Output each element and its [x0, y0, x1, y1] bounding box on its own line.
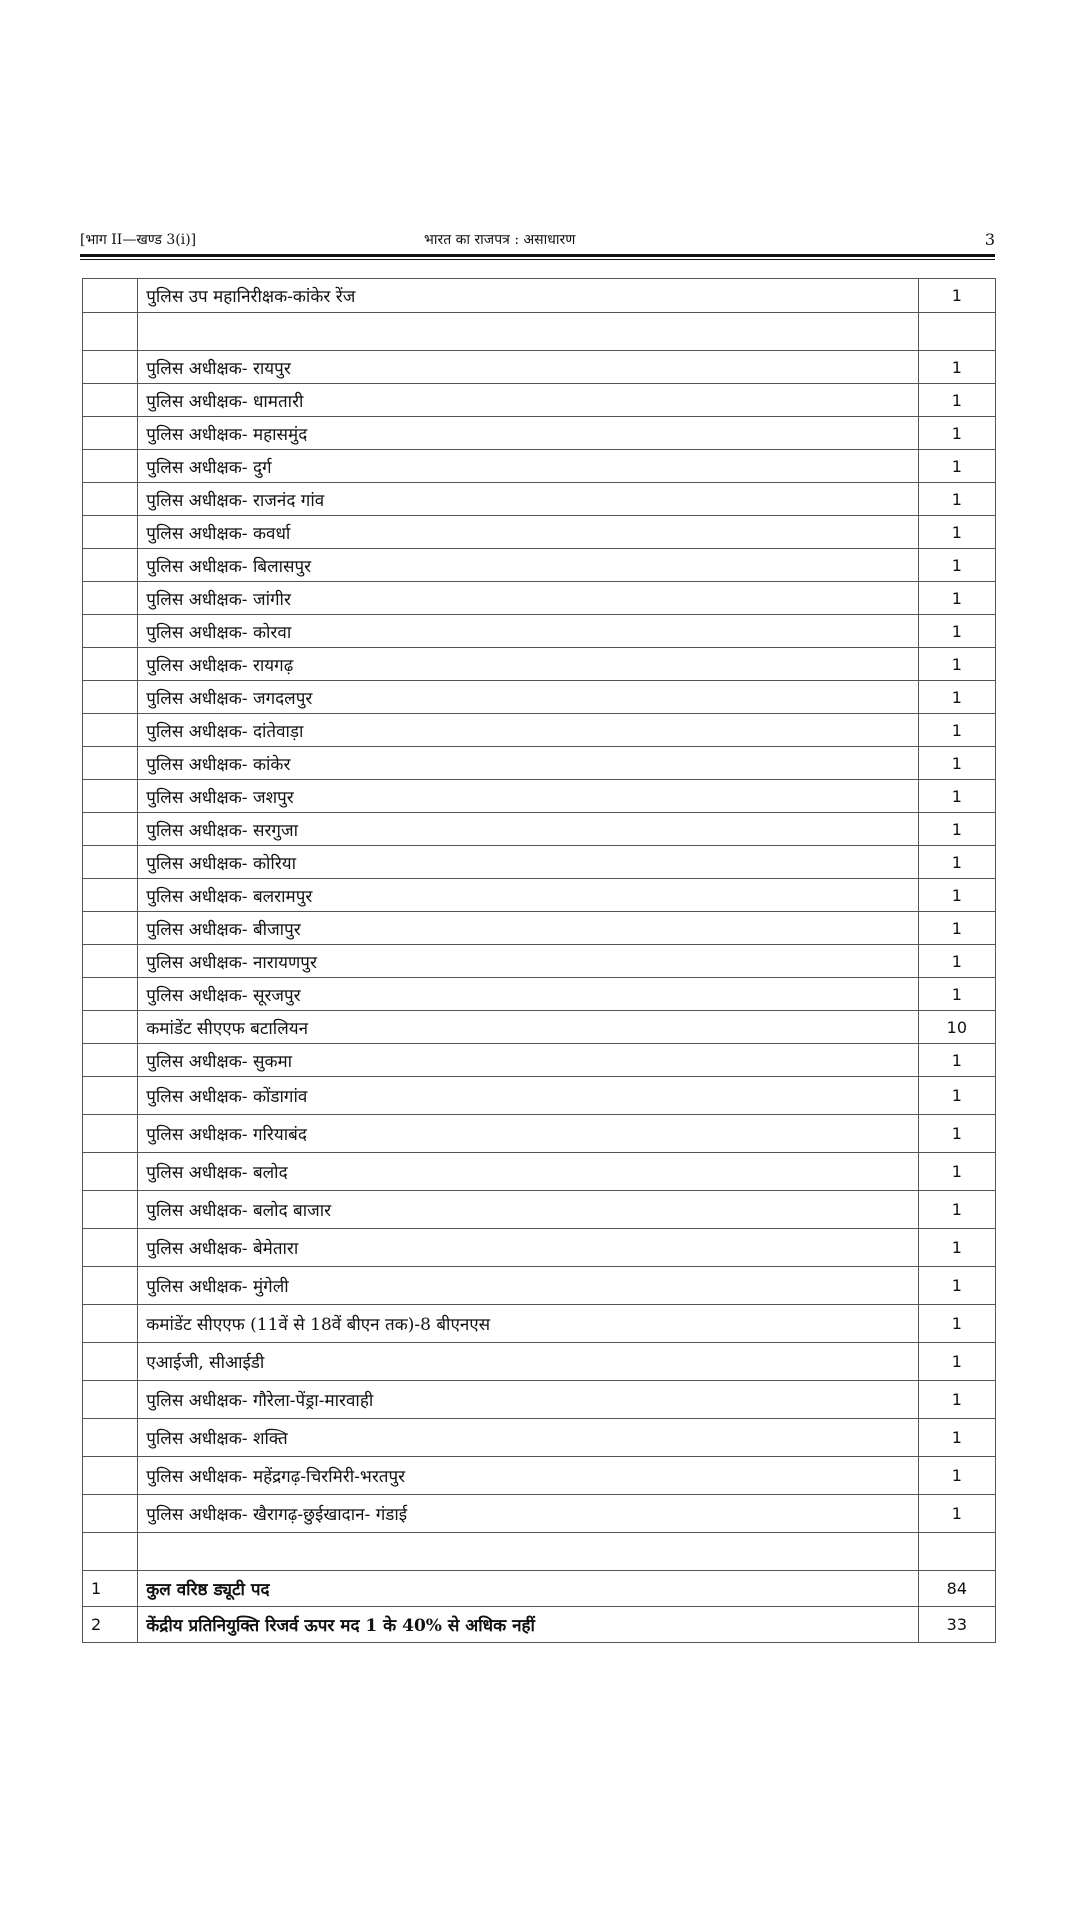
section-label: [भाग II—खण्ड 3(i)]	[80, 232, 197, 248]
post-description: पुलिस अधीक्षक- खैरागढ़-छुईखादान- गंडाई	[138, 1495, 918, 1533]
table-row	[83, 1305, 996, 1343]
row-number	[83, 879, 138, 912]
table-row	[83, 1229, 996, 1267]
header-rule-thin	[80, 259, 995, 260]
table-row	[83, 714, 996, 747]
row-number	[83, 279, 138, 313]
row-number	[83, 1267, 138, 1305]
table-row	[83, 549, 996, 582]
table-row	[83, 879, 996, 912]
post-count: 1	[918, 846, 995, 879]
post-count: 1	[918, 648, 995, 681]
row-number	[83, 747, 138, 780]
row-number	[83, 1077, 138, 1115]
post-count: 1	[918, 1153, 995, 1191]
post-count: 1	[918, 549, 995, 582]
post-description: पुलिस अधीक्षक- बलोद	[138, 1153, 918, 1191]
row-number	[83, 1305, 138, 1343]
table-row	[83, 1011, 996, 1044]
post-description: पुलिस अधीक्षक- सूरजपुर	[138, 978, 918, 1011]
post-count: 1	[918, 1457, 995, 1495]
table-row	[83, 450, 996, 483]
post-description: पुलिस अधीक्षक- बीजापुर	[138, 912, 918, 945]
table-row	[83, 1044, 996, 1077]
table-row	[83, 1533, 996, 1571]
post-count: 10	[918, 1011, 995, 1044]
post-count: 1	[918, 450, 995, 483]
post-count: 1	[918, 780, 995, 813]
table-row	[83, 813, 996, 846]
row-number	[83, 681, 138, 714]
table-row	[83, 912, 996, 945]
header-rule	[80, 254, 995, 257]
table-row	[83, 1153, 996, 1191]
post-description: केंद्रीय प्रतिनियुक्ति रिजर्व ऊपर मद 1 के 40% से अधिक नहीं	[138, 1607, 918, 1643]
table-row	[83, 1343, 996, 1381]
table-row	[83, 846, 996, 879]
post-count: 1	[918, 351, 995, 384]
table-row	[83, 1381, 996, 1419]
row-number: 1	[83, 1571, 138, 1607]
row-number	[83, 1153, 138, 1191]
row-number	[83, 384, 138, 417]
row-number	[83, 813, 138, 846]
post-description: पुलिस अधीक्षक- रायपुर	[138, 351, 918, 384]
table-row	[83, 1191, 996, 1229]
post-count: 1	[918, 384, 995, 417]
post-count: 1	[918, 582, 995, 615]
post-description: पुलिस अधीक्षक- जांगीर	[138, 582, 918, 615]
row-number	[83, 1457, 138, 1495]
row-number	[83, 1229, 138, 1267]
post-count: 1	[918, 1419, 995, 1457]
post-count: 1	[918, 279, 995, 313]
page-header	[80, 228, 995, 252]
row-number	[83, 1495, 138, 1533]
post-description: पुलिस अधीक्षक- धामतारी	[138, 384, 918, 417]
post-description: पुलिस अधीक्षक- दुर्ग	[138, 450, 918, 483]
post-description: पुलिस अधीक्षक- कवर्धा	[138, 516, 918, 549]
post-count: 1	[918, 714, 995, 747]
post-count: 1	[918, 1044, 995, 1077]
row-number	[83, 450, 138, 483]
post-description: कुल वरिष्ठ ड्यूटी पद	[138, 1571, 918, 1607]
table-row	[83, 516, 996, 549]
row-number	[83, 516, 138, 549]
post-description: पुलिस अधीक्षक- कोंडागांव	[138, 1077, 918, 1115]
row-number	[83, 549, 138, 582]
post-description: पुलिस अधीक्षक- शक्ति	[138, 1419, 918, 1457]
post-count	[918, 313, 995, 351]
posts-table-body	[83, 279, 996, 1643]
table-row	[83, 351, 996, 384]
post-description: पुलिस अधीक्षक- महेंद्रगढ़-चिरमिरी-भरतपुर	[138, 1457, 918, 1495]
table-row	[83, 582, 996, 615]
post-description: पुलिस अधीक्षक- बेमेतारा	[138, 1229, 918, 1267]
post-count: 1	[918, 879, 995, 912]
post-count: 1	[918, 813, 995, 846]
post-description: पुलिस अधीक्षक- जशपुर	[138, 780, 918, 813]
table-row	[83, 417, 996, 450]
post-description: कमांडेंट सीएएफ (11वें से 18वें बीएन तक)-8 बीएनएस	[138, 1305, 918, 1343]
post-description: पुलिस अधीक्षक- सरगुजा	[138, 813, 918, 846]
row-number	[83, 313, 138, 351]
post-description: पुलिस अधीक्षक- गरियाबंद	[138, 1115, 918, 1153]
row-number	[83, 1533, 138, 1571]
post-count: 1	[918, 615, 995, 648]
table-row	[83, 747, 996, 780]
row-number	[83, 1381, 138, 1419]
row-number	[83, 582, 138, 615]
row-number	[83, 1115, 138, 1153]
row-number	[83, 1419, 138, 1457]
table-row	[83, 279, 996, 313]
post-count: 1	[918, 417, 995, 450]
post-count: 1	[918, 1077, 995, 1115]
post-description: एआईजी, सीआईडी	[138, 1343, 918, 1381]
row-number	[83, 1011, 138, 1044]
post-count: 1	[918, 483, 995, 516]
post-count	[918, 1533, 995, 1571]
table-row	[83, 1077, 996, 1115]
table-row	[83, 681, 996, 714]
post-count: 1	[918, 978, 995, 1011]
post-description: पुलिस उप महानिरीक्षक-कांकेर रेंज	[138, 279, 918, 313]
post-count: 1	[918, 681, 995, 714]
page-number: 3	[984, 230, 995, 249]
row-number	[83, 417, 138, 450]
table-row	[83, 1607, 996, 1643]
post-count: 84	[918, 1571, 995, 1607]
post-count: 1	[918, 1229, 995, 1267]
table-row	[83, 945, 996, 978]
post-count: 1	[918, 1305, 995, 1343]
row-number	[83, 780, 138, 813]
post-count: 1	[918, 1343, 995, 1381]
table-row	[83, 313, 996, 351]
table-row	[83, 648, 996, 681]
post-description: पुलिस अधीक्षक- दांतेवाड़ा	[138, 714, 918, 747]
row-number	[83, 846, 138, 879]
post-description: कमांडेंट सीएएफ बटालियन	[138, 1011, 918, 1044]
table-row	[83, 1267, 996, 1305]
table-row	[83, 615, 996, 648]
row-number	[83, 1343, 138, 1381]
row-number	[83, 978, 138, 1011]
table-row	[83, 384, 996, 417]
post-count: 1	[918, 1267, 995, 1305]
post-description: पुलिस अधीक्षक- कांकेर	[138, 747, 918, 780]
table-row	[83, 978, 996, 1011]
post-description	[138, 313, 918, 351]
posts-table	[82, 278, 996, 1643]
row-number	[83, 648, 138, 681]
post-description: पुलिस अधीक्षक- सुकमा	[138, 1044, 918, 1077]
row-number	[83, 1191, 138, 1229]
post-description: पुलिस अधीक्षक- राजनंद गांव	[138, 483, 918, 516]
post-description: पुलिस अधीक्षक- नारायणपुर	[138, 945, 918, 978]
row-number	[83, 945, 138, 978]
post-count: 1	[918, 1191, 995, 1229]
post-description: पुलिस अधीक्षक- बिलासपुर	[138, 549, 918, 582]
row-number	[83, 483, 138, 516]
post-count: 1	[918, 516, 995, 549]
post-description: पुलिस अधीक्षक- महासमुंद	[138, 417, 918, 450]
table-row	[83, 1571, 996, 1607]
post-description: पुलिस अधीक्षक- रायगढ़	[138, 648, 918, 681]
post-description: पुलिस अधीक्षक- कोरवा	[138, 615, 918, 648]
row-number	[83, 351, 138, 384]
table-row	[83, 1495, 996, 1533]
row-number	[83, 615, 138, 648]
gazette-title: भारत का राजपत्र : असाधारण	[424, 232, 576, 248]
post-count: 1	[918, 1381, 995, 1419]
post-description: पुलिस अधीक्षक- बलरामपुर	[138, 879, 918, 912]
row-number	[83, 1044, 138, 1077]
post-description: पुलिस अधीक्षक- गौरेला-पेंड्रा-मारवाही	[138, 1381, 918, 1419]
post-description: पुलिस अधीक्षक- कोरिया	[138, 846, 918, 879]
post-description: पुलिस अधीक्षक- बलोद बाजार	[138, 1191, 918, 1229]
table-row	[83, 483, 996, 516]
post-count: 33	[918, 1607, 995, 1643]
post-description	[138, 1533, 918, 1571]
table-row	[83, 1115, 996, 1153]
table-row	[83, 780, 996, 813]
table-row	[83, 1457, 996, 1495]
post-count: 1	[918, 945, 995, 978]
post-count: 1	[918, 1495, 995, 1533]
row-number	[83, 714, 138, 747]
post-count: 1	[918, 747, 995, 780]
post-count: 1	[918, 1115, 995, 1153]
post-description: पुलिस अधीक्षक- मुंगेली	[138, 1267, 918, 1305]
post-description: पुलिस अधीक्षक- जगदलपुर	[138, 681, 918, 714]
post-count: 1	[918, 912, 995, 945]
row-number: 2	[83, 1607, 138, 1643]
table-row	[83, 1419, 996, 1457]
row-number	[83, 912, 138, 945]
